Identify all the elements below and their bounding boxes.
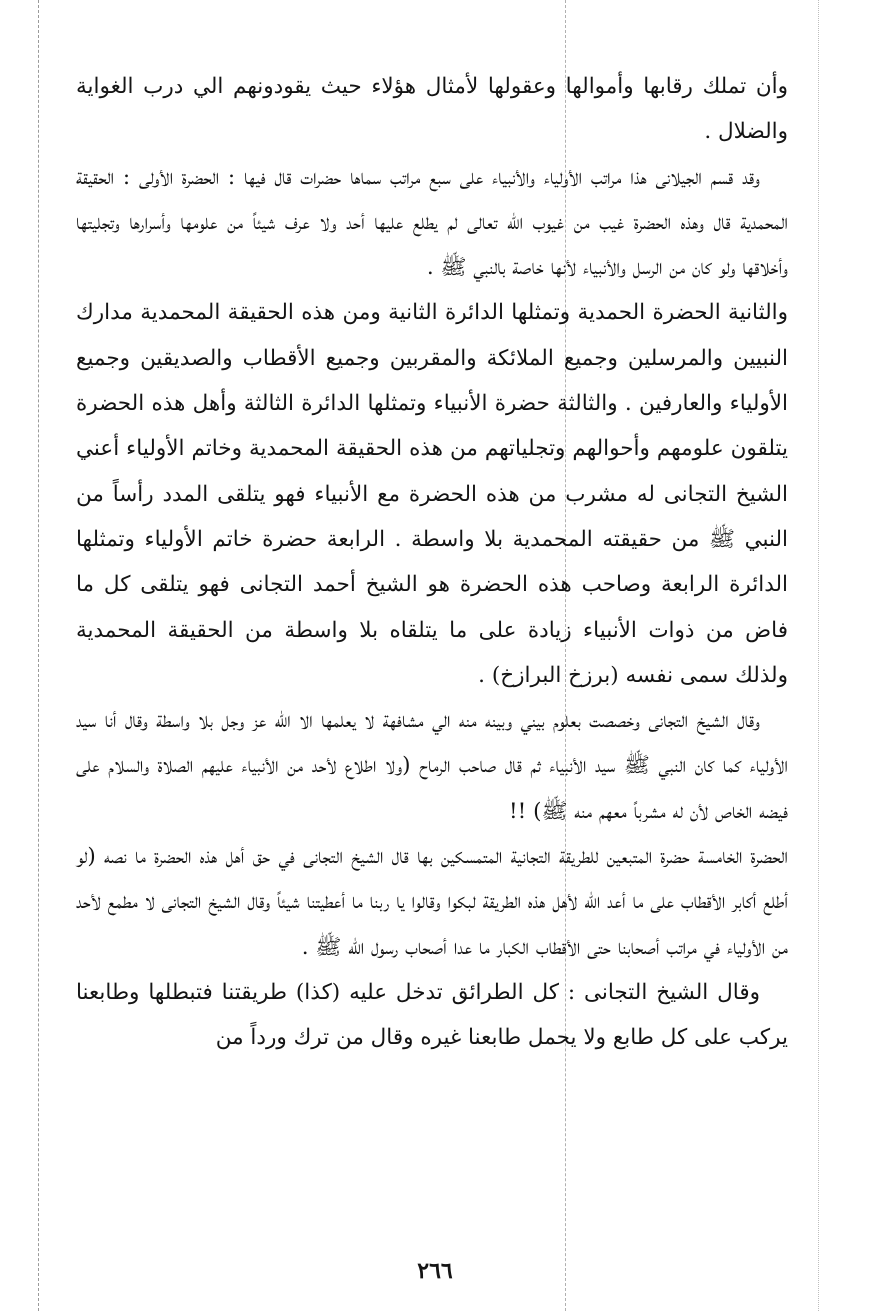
paragraph: وقد قسم الجيلانى هذا مراتب الأولياء والأنبياء على سبع مراتب سماها حضرات قال فيها : الحضرة الأولى : الحقيقة المحمدية قال وهذه الحضرة غيب من غيوب الله تعالى لم يطلع عليها أحد ولا عرف شيئاً من علومها وأسرارها وتجليتها وأخلاقها ولو كان من الرسل والأنبياء لأنها خاصة بالنبي ﷺ . bbox=[76, 164, 788, 281]
body-text bbox=[76, 64, 788, 1061]
paragraph: وقال الشيخ التجانى : كل الطرائق تدخل عليه (كذا) طريقتنا فتبطلها وطابعنا يركب على كل طابع ولا يحمل طابعنا غيره وقال من ترك ورداً من bbox=[76, 979, 788, 1051]
paragraph: الحضرة الخامسة حضرة المتبعين للطريقة التجانية المتمسكين بها قال الشيخ التجانى في حق أهل هذه الحضرة ما نصه (لو أطلع أكابر الأقطاب على ما أعد الله لأهل هذه الطريقة لبكوا وقالوا يا ربنا ما أعطيتنا شيئاً وقال الشيخ التجانى لا مطمع لأحد من الأولياء في مراتب أصحابنا حتى الأقطاب الكبار ما عدا أصحاب رسول الله ﷺ . bbox=[76, 844, 788, 960]
scan-artifact-line bbox=[38, 0, 39, 1311]
paragraph: وأن تملك رقابها وأموالها وعقولها لأمثال هؤلاء حيث يقودونهم الي درب الغواية والضلال . bbox=[76, 74, 788, 145]
paragraph: وقال الشيخ التجانى وخصصت بعلوم بيني وبينه منه الي مشافهة لا يعلمها الا الله عز وجل بلا واسطة وقال أنا سيد الأولياء كما كان النبي ﷺ سيد الأنبياء ثم قال صاحب الرماح (ولا اطلاع لأحد من الأنبياء عليهم الصلاة والسلام على فيضه الخاص لأن له مشرباً معهم منه ﷺ) !! bbox=[76, 708, 788, 824]
page-number: ٢٦٦ bbox=[417, 1258, 453, 1284]
paragraph: والثانية الحضرة الحمدية وتمثلها الدائرة الثانية ومن هذه الحقيقة المحمدية مدارك النبيين والمرسلين وجميع الملائكة والمقربين وجميع الأقطاب والصديقين وجميع الأولياء والعارفين . والثالثة حضرة الأنبياء وتمثلها الدائرة الثالثة وأهل هذه الحضرة يتلقون علومهم وأحوالهم وتجلياتهم من هذه الحقيقة المحمدية وخاتم الأولياء أعني الشيخ التجانى له مشرب من هذه الحضرة مع الأنبياء فهو يتلقى المدد رأساً من النبي ﷺ من حقيقته المحمدية بلا واسطة . الرابعة حضرة خاتم الأولياء وتمثلها الدائرة الرابعة وصاحب هذه الحضرة هو الشيخ أحمد التجانى فهو يتلقى كل ما فاض من ذوات الأنبياء زيادة على ما يتلقاه بلا واسطة من الحقيقة المحمدية ولذلك سمى نفسه (برزخ البرازخ) . bbox=[76, 300, 788, 688]
scan-artifact-line bbox=[818, 0, 819, 1311]
